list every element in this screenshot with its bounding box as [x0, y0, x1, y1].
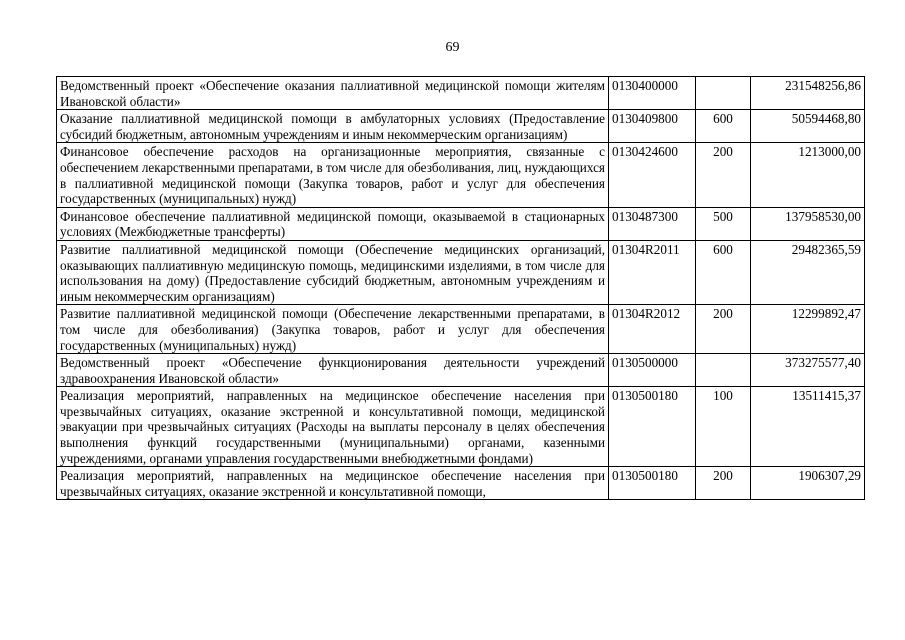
row-code: 0130500180 [609, 467, 696, 500]
row-name: Финансовое обеспечение паллиативной медицинской помощи, оказываемой в стационарных условиях (Межбюджетные трансферты) [57, 207, 609, 240]
row-code: 0130424600 [609, 143, 696, 207]
row-name: Ведомственный проект «Обеспечение функционирования деятельности учреждений здравоохранения Ивановской области» [57, 354, 609, 387]
row-amount: 373275577,40 [751, 354, 865, 387]
row-code: 0130500000 [609, 354, 696, 387]
row-amount: 12299892,47 [751, 305, 865, 354]
table-row [57, 110, 865, 143]
row-name: Ведомственный проект «Обеспечение оказания паллиативной медицинской помощи жителям Ивановской области» [57, 77, 609, 110]
row-expense-type: 100 [696, 387, 751, 467]
row-amount: 1906307,29 [751, 467, 865, 500]
table-row [57, 354, 865, 387]
row-code: 01304R2012 [609, 305, 696, 354]
row-name: Реализация мероприятий, направленных на медицинское обеспечение населения при чрезвычайных ситуациях, оказание экстренной и консультативной помощи, [57, 467, 609, 500]
row-code: 0130400000 [609, 77, 696, 110]
row-expense-type: 200 [696, 305, 751, 354]
row-code: 0130487300 [609, 207, 696, 240]
row-code: 0130409800 [609, 110, 696, 143]
table-row [57, 467, 865, 500]
table-row [57, 207, 865, 240]
table-row [57, 387, 865, 467]
row-amount: 1213000,00 [751, 143, 865, 207]
row-amount: 231548256,86 [751, 77, 865, 110]
budget-table [56, 76, 865, 500]
row-expense-type: 600 [696, 240, 751, 304]
table-row [57, 305, 865, 354]
row-name: Развитие паллиативной медицинской помощи (Обеспечение медицинских организаций, оказывающих паллиативную медицинскую помощь, медицинскими изделиями, в том числе для использования на дому) (Предоставление субсидий бюджетным, автономным учреждениям и иным некоммерческим организациям) [57, 240, 609, 304]
row-code: 0130500180 [609, 387, 696, 467]
row-code: 01304R2011 [609, 240, 696, 304]
row-name: Финансовое обеспечение расходов на организационные мероприятия, связанные с обеспечением лекарственными препаратами, в том числе для обезболивания, лиц, нуждающихся в паллиативной медицинской помощи (Закупка товаров, работ и услуг для обеспечения государственных (муниципальных) нужд) [57, 143, 609, 207]
row-name: Оказание паллиативной медицинской помощи в амбулаторных условиях (Предоставление субсидий бюджетным, автономным учреждениям и иным некоммерческим организациям) [57, 110, 609, 143]
row-amount: 29482365,59 [751, 240, 865, 304]
row-amount: 50594468,80 [751, 110, 865, 143]
row-expense-type: 500 [696, 207, 751, 240]
row-expense-type: 600 [696, 110, 751, 143]
row-expense-type [696, 77, 751, 110]
row-expense-type [696, 354, 751, 387]
row-amount: 13511415,37 [751, 387, 865, 467]
table-row [57, 77, 865, 110]
table-row [57, 143, 865, 207]
row-expense-type: 200 [696, 467, 751, 500]
row-expense-type: 200 [696, 143, 751, 207]
table-row [57, 240, 865, 304]
page-number: 69 [445, 40, 460, 55]
row-name: Реализация мероприятий, направленных на медицинское обеспечение населения при чрезвычайных ситуациях, оказание экстренной и консультативной помощи, медицинской эвакуации при чрезвычайных ситуациях (Расходы на выплаты персоналу в целях обеспечения выполнения функций государственными (муниципальными) органами, казенными учреждениями, органами управления государственными внебюджетными фондами) [57, 387, 609, 467]
row-amount: 137958530,00 [751, 207, 865, 240]
row-name: Развитие паллиативной медицинской помощи (Обеспечение лекарственными препаратами, в том числе для обезболивания) (Закупка товаров, работ и услуг для обеспечения государственных (муниципальных) нужд) [57, 305, 609, 354]
